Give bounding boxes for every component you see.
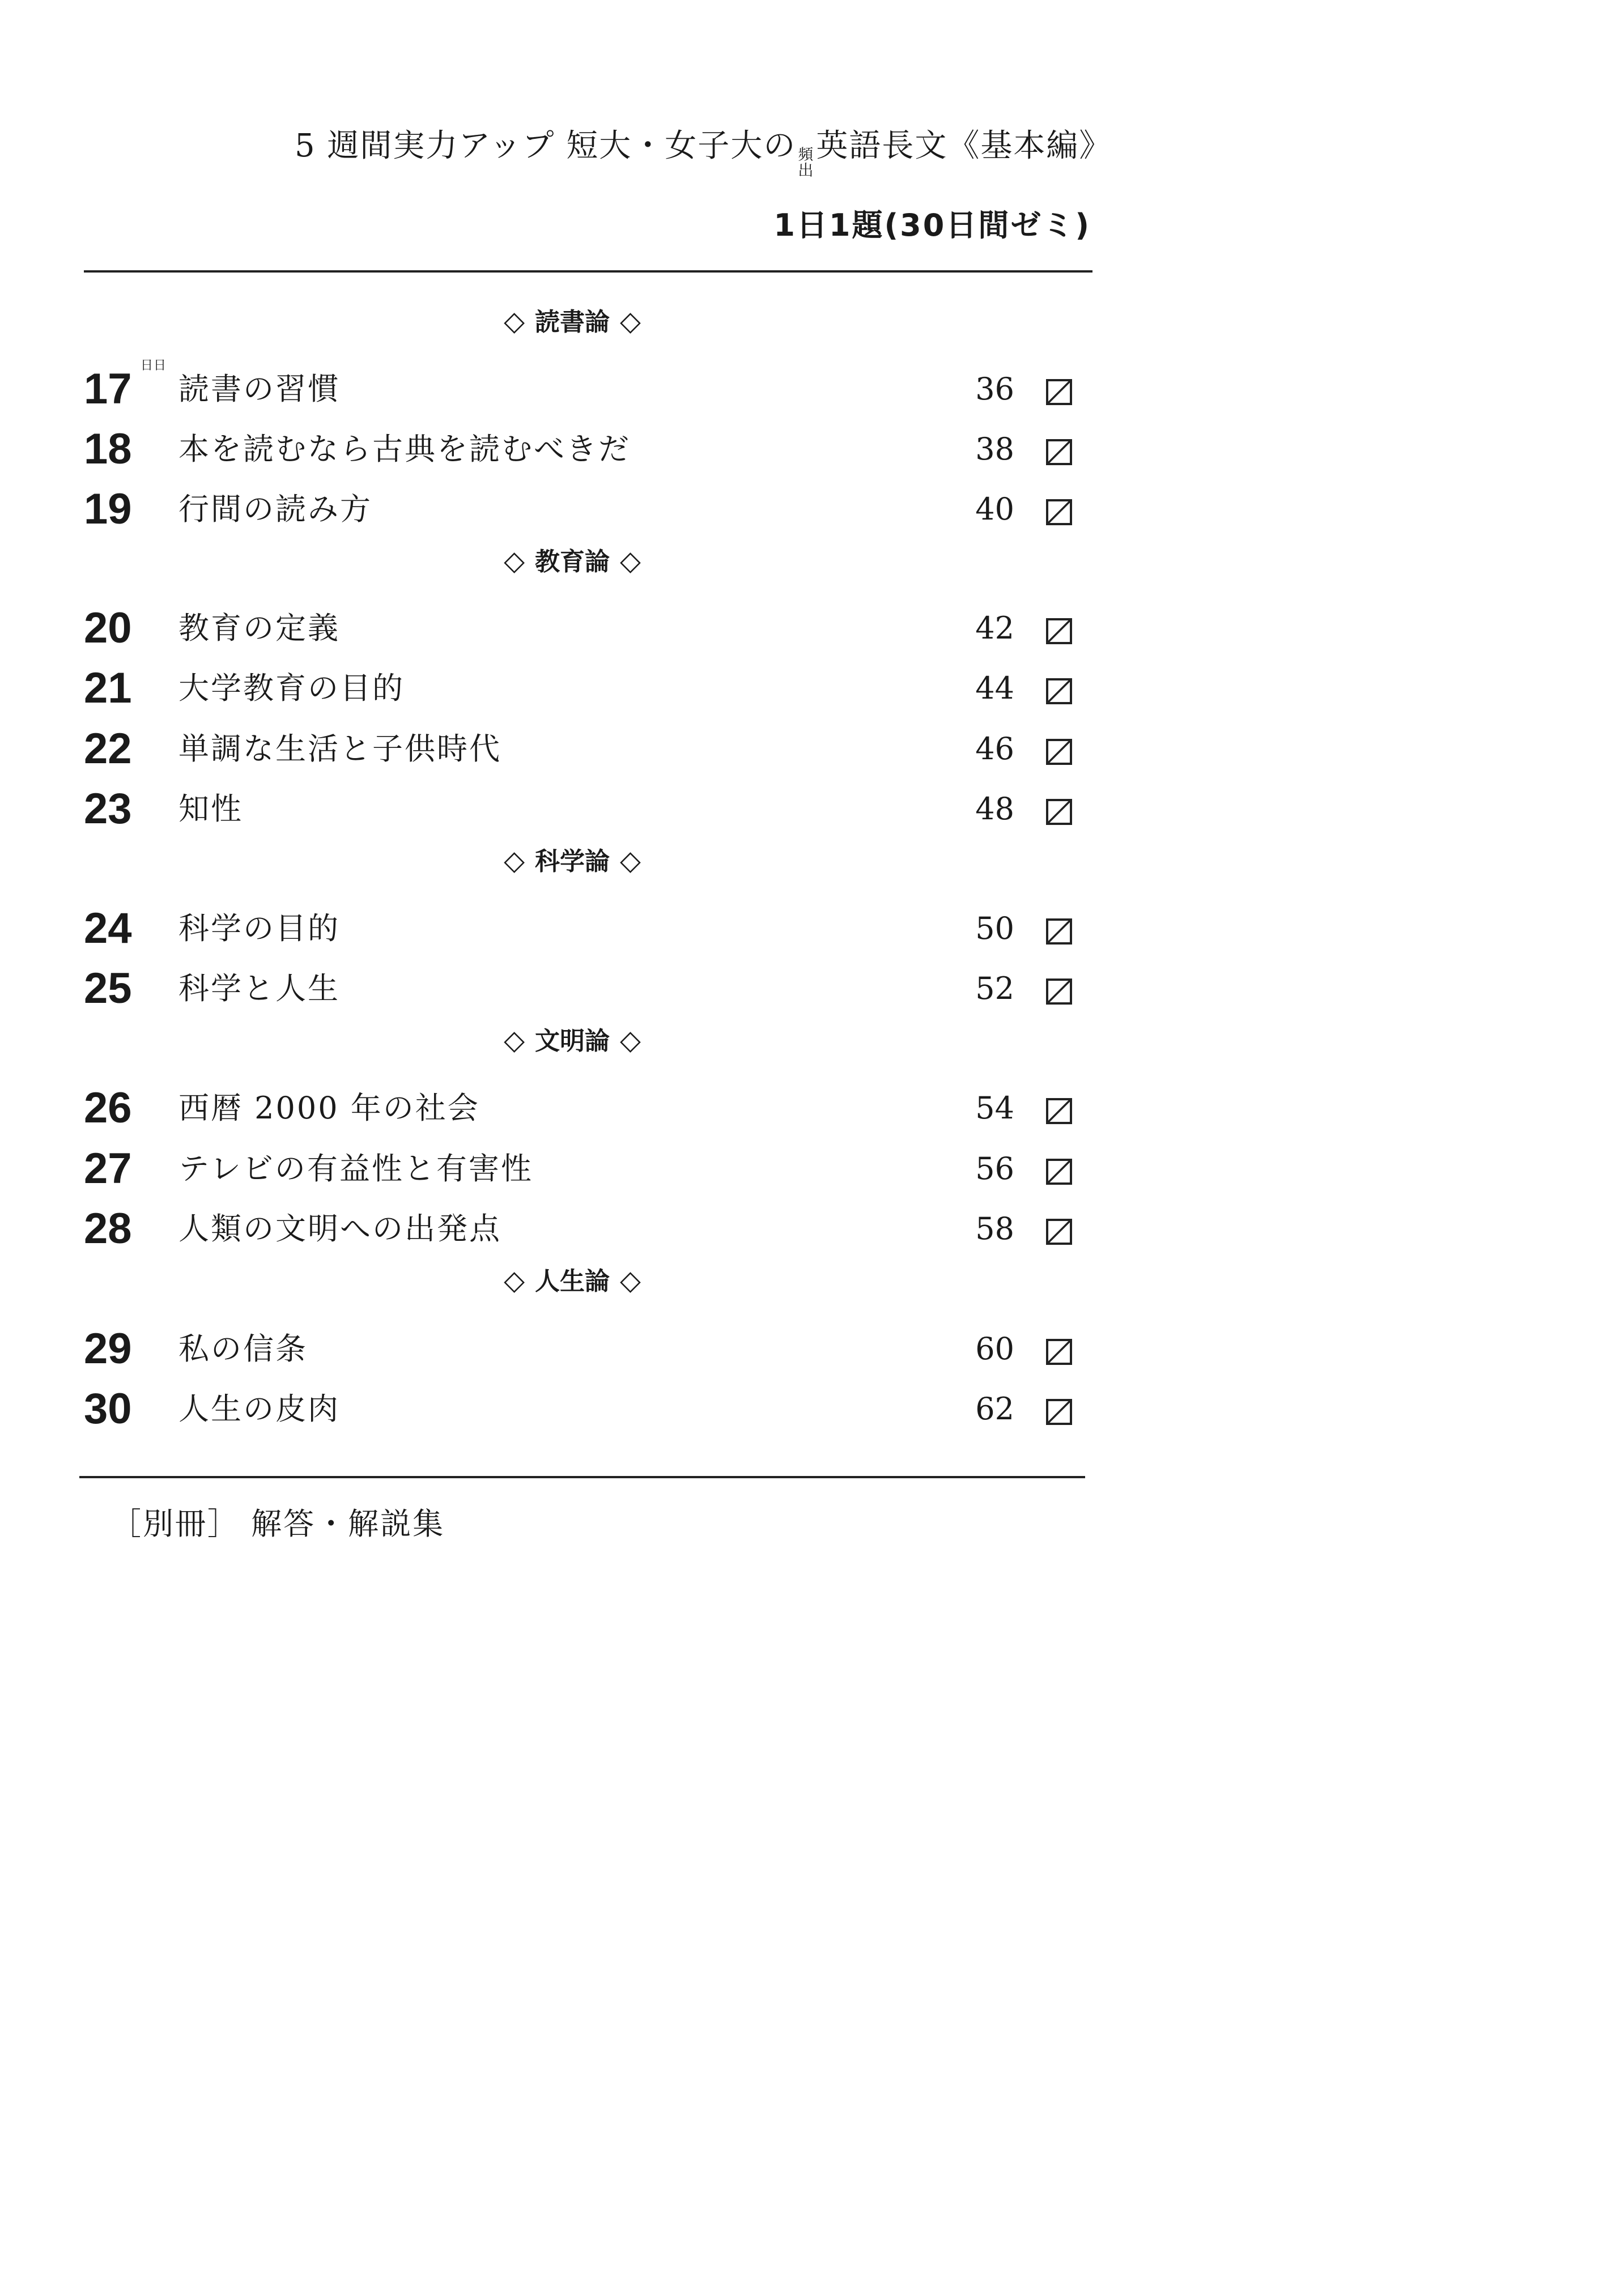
progress-checkbox-icon[interactable] (1046, 618, 1072, 644)
entry-topic: 知性 (178, 791, 243, 827)
day-mark: 日日 (141, 359, 167, 373)
toc-entry (0, 781, 1624, 837)
entry-number: 18 (84, 425, 132, 473)
diamond-icon: ◇ (620, 545, 641, 577)
progress-checkbox-icon[interactable] (1046, 499, 1072, 525)
progress-checkbox-icon[interactable] (1046, 1399, 1072, 1425)
entry-page-number: 40 (975, 491, 1014, 527)
entry-topic: 教育の定義 (178, 610, 340, 646)
entry-topic: 西暦 2000 年の社会 (178, 1090, 480, 1126)
book-subtitle: 1日1題(30日間ゼミ) (773, 207, 1091, 243)
entry-page-number: 50 (975, 911, 1014, 946)
entry-number: 30 (84, 1385, 132, 1433)
toc-entry (0, 361, 1624, 418)
entry-number: 20 (84, 604, 132, 652)
entry-number: 21 (84, 664, 132, 712)
progress-checkbox-icon[interactable] (1046, 918, 1072, 945)
diamond-icon: ◇ (504, 1265, 525, 1296)
progress-checkbox-icon[interactable] (1046, 1159, 1072, 1185)
diamond-icon: ◇ (504, 845, 525, 877)
toc-entry (0, 721, 1624, 777)
entry-page-number: 48 (975, 791, 1014, 827)
toc-entry (0, 600, 1624, 657)
entry-topic: 科学の目的 (178, 911, 340, 946)
toc-entry (0, 660, 1624, 717)
progress-checkbox-icon[interactable] (1046, 678, 1072, 704)
entry-topic: 人生の皮肉 (178, 1391, 340, 1427)
entry-number: 27 (84, 1145, 132, 1193)
entry-page-number: 36 (975, 371, 1014, 407)
section-heading-label: 教育論 (535, 547, 610, 576)
section-heading (397, 1261, 748, 1297)
entry-topic: 行間の読み方 (178, 491, 372, 527)
entry-page-number: 54 (975, 1090, 1014, 1126)
entry-number: 29 (84, 1325, 132, 1373)
entry-topic: 科学と人生 (178, 971, 340, 1006)
diamond-icon: ◇ (620, 845, 641, 877)
entry-number: 23 (84, 785, 132, 833)
diamond-icon: ◇ (620, 1024, 641, 1056)
entry-number: 28 (84, 1205, 132, 1253)
toc-entry (0, 1080, 1624, 1137)
entry-number: 26 (84, 1084, 132, 1132)
progress-checkbox-icon[interactable] (1046, 1219, 1072, 1245)
toc-entry (0, 1201, 1624, 1257)
entry-topic: テレビの有益性と有害性 (178, 1151, 533, 1186)
progress-checkbox-icon[interactable] (1046, 979, 1072, 1005)
toc-entry (0, 481, 1624, 538)
section-heading-label: 人生論 (535, 1267, 610, 1296)
toc-entry (0, 1381, 1624, 1437)
section-heading (397, 301, 748, 338)
diamond-icon: ◇ (504, 305, 525, 337)
progress-checkbox-icon[interactable] (1046, 439, 1072, 465)
section-heading (397, 1020, 748, 1057)
section-heading-label: 文明論 (535, 1027, 610, 1056)
book-title-main: 5 週間実力アップ 短大・女子大の (295, 127, 797, 164)
entry-number: 24 (84, 904, 132, 952)
progress-checkbox-icon[interactable] (1046, 739, 1072, 765)
entry-topic: 本を読むなら古典を読むべきだ (178, 431, 631, 467)
entry-topic: 読書の習慣 (178, 371, 340, 407)
book-title-ruby-top: 頻 (798, 146, 815, 164)
progress-checkbox-icon[interactable] (1046, 799, 1072, 825)
toc-entry (0, 1321, 1624, 1377)
diamond-icon: ◇ (620, 1265, 641, 1296)
diamond-icon: ◇ (504, 1024, 525, 1056)
toc-entry (0, 900, 1624, 957)
book-title-ruby-bottom: 出 (798, 162, 815, 180)
book-title-tail: 英語長文《基本編》 (816, 127, 1112, 164)
progress-checkbox-icon[interactable] (1046, 379, 1072, 405)
entry-page-number: 44 (975, 670, 1014, 706)
section-heading-label: 科学論 (535, 847, 610, 876)
entry-number: 25 (84, 964, 132, 1013)
entry-number: 22 (84, 725, 132, 773)
entry-topic: 私の信条 (178, 1331, 308, 1367)
entry-page-number: 58 (975, 1211, 1014, 1247)
progress-checkbox-icon[interactable] (1046, 1339, 1072, 1365)
toc-entry (0, 1141, 1624, 1197)
entry-page-number: 52 (975, 971, 1014, 1006)
diamond-icon: ◇ (620, 305, 641, 337)
entry-topic: 大学教育の目的 (178, 670, 405, 706)
toc-entry (0, 960, 1624, 1017)
bottom-divider (79, 1476, 1085, 1478)
entry-topic: 人類の文明への出発点 (178, 1211, 501, 1247)
diamond-icon: ◇ (504, 545, 525, 577)
section-heading (397, 541, 748, 577)
section-heading-label: 読書論 (535, 308, 610, 337)
supplement-note: ［別冊］ 解答・解説集 (110, 1506, 445, 1542)
entry-page-number: 46 (975, 731, 1014, 767)
entry-page-number: 62 (975, 1391, 1014, 1427)
entry-page-number: 60 (975, 1331, 1014, 1367)
entry-page-number: 56 (975, 1151, 1014, 1186)
entry-topic: 単調な生活と子供時代 (178, 731, 501, 767)
entry-page-number: 38 (975, 431, 1014, 467)
entry-page-number: 42 (975, 610, 1014, 646)
toc-entry (0, 421, 1624, 478)
section-heading (397, 841, 748, 877)
entry-number: 19 (84, 485, 132, 533)
entry-number: 17 (84, 365, 132, 413)
progress-checkbox-icon[interactable] (1046, 1098, 1072, 1124)
